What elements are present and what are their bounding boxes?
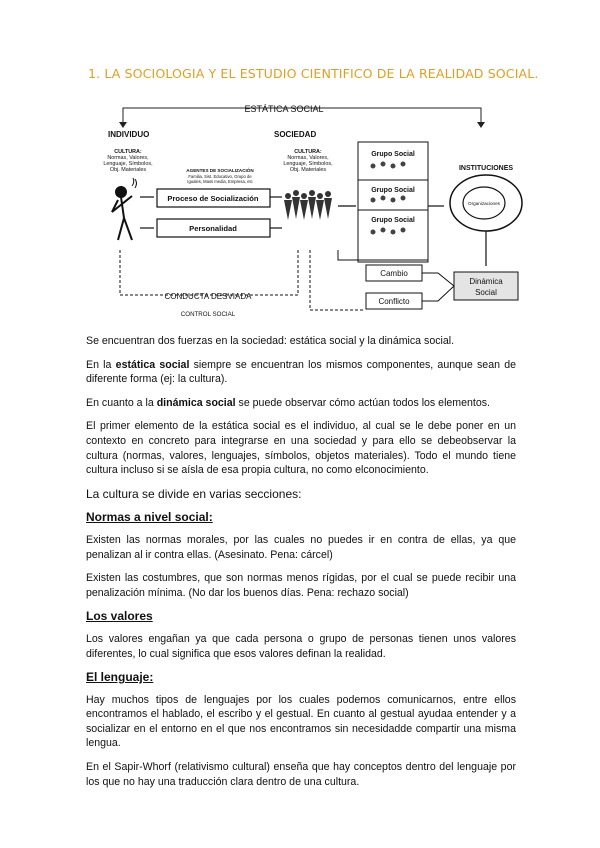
conducta-label: CONDUCTA DESVIADA — [164, 292, 252, 301]
cultura-right-line: CULTURA: — [294, 149, 322, 155]
sociology-diagram — [88, 100, 528, 322]
paragraph — [86, 358, 516, 387]
conflicto-label: Conflicto — [378, 297, 410, 306]
agentes-title: AGENTES DE SOCIALIZACIÓN — [186, 168, 254, 173]
paragraph: Los valores engañan ya que cada persona o grupo de personas tienen unos valores diferentes, lo cual significa que esos valores definan la realidad. — [86, 632, 516, 660]
cultura-right-line: Normas, Valores, — [287, 155, 329, 161]
cultura-left-line: Lenguaje, Símbolos, — [103, 161, 153, 167]
agentes-line: Familia, Sist. Educativo, Grupo de — [188, 174, 252, 179]
instituciones-label: INSTITUCIONES — [458, 165, 514, 172]
personalidad-label: Personalidad — [189, 224, 237, 233]
sociedad-label: SOCIEDAD — [274, 130, 317, 139]
cultura-left-line: Normas, Valores, — [107, 155, 149, 161]
text-run: siempre se encuentran los mismos componentes, aunque sean de diferente forma (ej: la cultura). — [86, 358, 516, 386]
section-heading: El lenguaje: — [86, 670, 154, 685]
grupo-social-label: Grupo Social — [371, 217, 415, 224]
agentes — [186, 166, 254, 184]
paragraph: Existen las normas morales, por las cuales no puedes ir en contra de ellas, ya que penalizan al ir contra ellas. (Asesinato. Pena: cárcel) — [86, 533, 516, 561]
individual-figure-icon — [112, 178, 137, 240]
arrow-head-right — [477, 122, 485, 128]
cultura-right — [283, 149, 333, 173]
text-run: se puede observar cómo actúan todos los elementos. — [235, 396, 490, 409]
paragraph: Se encuentran dos fuerzas en la sociedad: estática social y la dinámica social. — [86, 335, 455, 347]
cultura-right-line: Lenguaje, Símbolos, — [283, 161, 333, 167]
cultura-right-line: Obj. Materiales — [289, 167, 327, 173]
bold-term: dinámica social — [156, 396, 236, 409]
article-body — [86, 334, 516, 798]
text-run: En cuanto a la — [86, 396, 157, 409]
paragraph: Hay muchos tipos de lenguajes por los cuales podemos comunicarnos, entre ellos encontramos el hablado, el escribo y el gestual. En cuanto al gestual ayudaa entender y a socializar en el entorno en el que nos encontramos sin necesidadde compartir una misma lengua. — [86, 693, 516, 750]
paragraph: El primer elemento de la estática social es el individuo, al cual se le debe poner en un contexto en concreto para integrarse en una sociedad y para ello se debeobservar la cultura (normas, valores, lenguajes, símbolos, objetos materiales). Todo el mundo tiene cultura incluso si se aísla de esa propia cultura, no como elconocimiento. — [86, 420, 516, 477]
dinamica-label: Dinámica — [469, 277, 503, 286]
control-loop — [120, 250, 364, 310]
paragraph — [86, 396, 516, 411]
bold-term: estática social — [115, 358, 190, 371]
crowd-icon — [284, 190, 332, 220]
dinamica-label: Social — [475, 288, 497, 297]
cultura-left-line: Obj. Materiales — [109, 167, 147, 173]
cultura-left-line: CULTURA: — [114, 149, 142, 155]
section-heading: Los valores — [86, 609, 153, 624]
individuo-label: INDIVIDUO — [108, 130, 150, 139]
grupo-social-label: Grupo Social — [371, 187, 415, 194]
cambio-label: Cambio — [380, 269, 408, 278]
estatica-label: ESTÁTICA SOCIAL — [244, 104, 324, 114]
grupo-social-label: Grupo Social — [371, 151, 415, 158]
text-run: En la — [86, 358, 116, 371]
arrow-head-left — [119, 122, 127, 128]
control-label: CONTROL SOCIAL — [180, 311, 236, 318]
paragraph: Existen las costumbres, que son normas menos rígidas, por el cual se puede recibir una penalización mínima. (No dar los buenos días. Pena: rechazo social) — [86, 572, 516, 599]
organizaciones-label: Organizaciones — [468, 201, 500, 206]
proceso-label: Proceso de Socialización — [167, 194, 259, 203]
section-heading: Normas a nivel social: — [86, 510, 213, 525]
agentes-line: Iguales, Mass media, Empresa, etc — [187, 179, 253, 184]
page-title: 1. LA SOCIOLOGIA Y EL ESTUDIO CIENTIFICO DE LA REALIDAD SOCIAL. — [88, 66, 539, 81]
paragraph: La cultura se divide en varias secciones: — [86, 486, 302, 501]
cultura-left — [103, 149, 153, 173]
paragraph: En el Sapir-Whorf (relativismo cultural) enseña que hay conceptos dentro del lenguaje por los que no hay una traducción clara dentro de una cultura. — [86, 761, 516, 788]
